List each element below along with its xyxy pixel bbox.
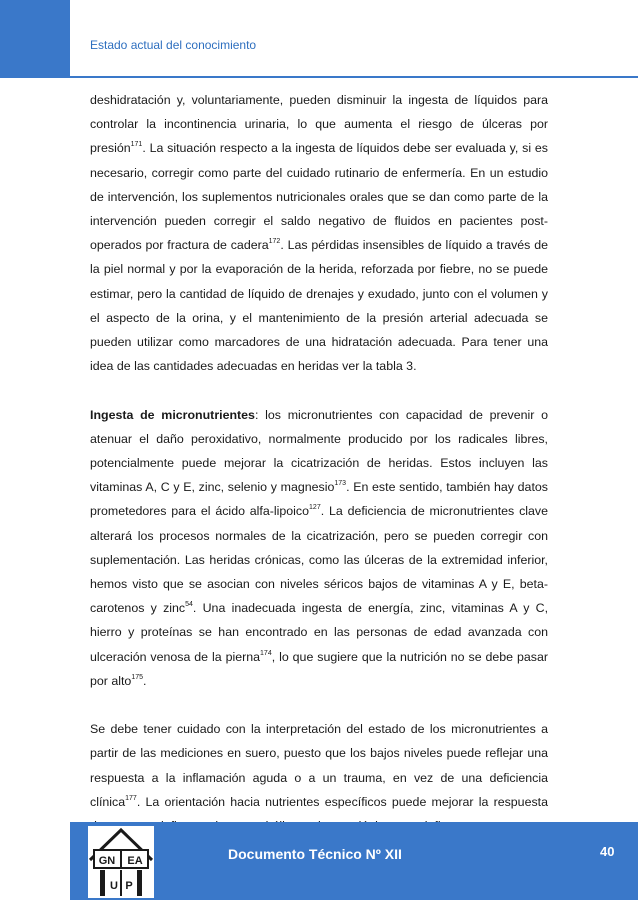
- text-run: . En este sentido, también hay datos prometedores para el ácido alfa-lipoico: [90, 480, 548, 519]
- gneaupp-logo-icon: [88, 826, 154, 898]
- citation-number: 173: [334, 480, 347, 488]
- text-run: . Las pérdidas insensibles de líquido a través de la piel normal y por la evaporación de la herida, reforzada por fiebre, no se puede estimar, pero la cantidad de líquido de drenajes y exudado, junto con el volumen y el aspecto de la orina, y el mantenimiento de la presión arterial adecuada se pueden utilizar como marcadores de una hidratación adecuada. Para tener una idea de las cantidades adecuadas en heridas ver la tabla 3.: [90, 238, 548, 374]
- header-rule: [70, 76, 638, 78]
- text-run: . La situación respecto a la ingesta de líquidos debe ser evaluada y, si es necesario, corregir como parte del cuidado rutinario de enfermería. En un estudio de intervención, los suplementos nutricionales orales que se dan como parte de la intervención pueden corregir el saldo negativo de fluidos en pacientes post-operados por fractura de cadera: [90, 141, 548, 253]
- logo-text-u: U: [110, 880, 118, 892]
- header-corner-block: [0, 0, 70, 78]
- page-number: 40: [600, 844, 615, 859]
- run-in-heading: Ingesta de micronutrientes: [90, 407, 255, 422]
- logo-text-p: P: [125, 880, 133, 892]
- citation-number: 172: [268, 238, 281, 246]
- text-run: , lo que sugiere que la nutrición no se debe pasar por alto: [90, 649, 548, 688]
- citation-number: 171: [130, 141, 143, 149]
- citation-number: 175: [131, 673, 144, 681]
- text-run: deshidratación y, voluntariamente, pueden disminuir la ingesta de líquidos para controlar la incontinencia urinaria, lo que aumenta el riesgo de úlceras por presión: [90, 93, 548, 156]
- citation-number: 174: [260, 649, 272, 657]
- logo-text-ea: EA: [127, 855, 143, 867]
- paragraph-serum-interpretation: [90, 717, 548, 838]
- citation-number: 177: [125, 794, 137, 802]
- citation-number: 54: [185, 601, 193, 609]
- text-run: . La deficiencia de micronutrientes clave alterará los procesos normales de la cicatrización, pero se pueden corregir con suplementación. Las heridas crónicas, como las úlceras de la extremidad inferior, hemos visto que se asocian con niveles séricos bajos de vitaminas A y E, beta-carotenos y zinc: [90, 504, 548, 616]
- citation-number: 127: [309, 504, 321, 512]
- text-run: .: [143, 673, 147, 688]
- running-header: Estado actual del conocimiento: [90, 38, 257, 52]
- text-run: Se debe tener cuidado con la interpretación del estado de los micronutrientes a partir de las mediciones en suero, puesto que los bajos niveles puede reflejar una respuesta a la inflamación aguda o a un trauma, en vez de una deficiencia clínica: [90, 722, 548, 809]
- paragraph-micronutrients: [90, 403, 548, 693]
- text-run: . Una inadecuada ingesta de energía, zinc, vitaminas A y C, hierro y proteínas se han encontrado en las personas de edad avanzada con ulceración venosa de la pierna: [90, 601, 549, 664]
- paragraph-hydration: [90, 88, 548, 378]
- footer-document-title: Documento Técnico Nº XII: [228, 846, 402, 862]
- text-run: : los micronutrientes con capacidad de prevenir o atenuar el daño peroxidativo, normalmente producido por los radicales libres, potencialmente puede mejorar la cicatrización de heridas. Estos incluyen las vitaminas A, C y E, zinc, selenio y magnesio: [90, 407, 548, 495]
- gneaupp-logo: [88, 826, 154, 898]
- body-text: [90, 88, 548, 862]
- logo-text-gn: GN: [98, 855, 116, 867]
- text-run: . La orientación hacia nutrientes específicos puede mejorar la respuesta: [136, 794, 548, 809]
